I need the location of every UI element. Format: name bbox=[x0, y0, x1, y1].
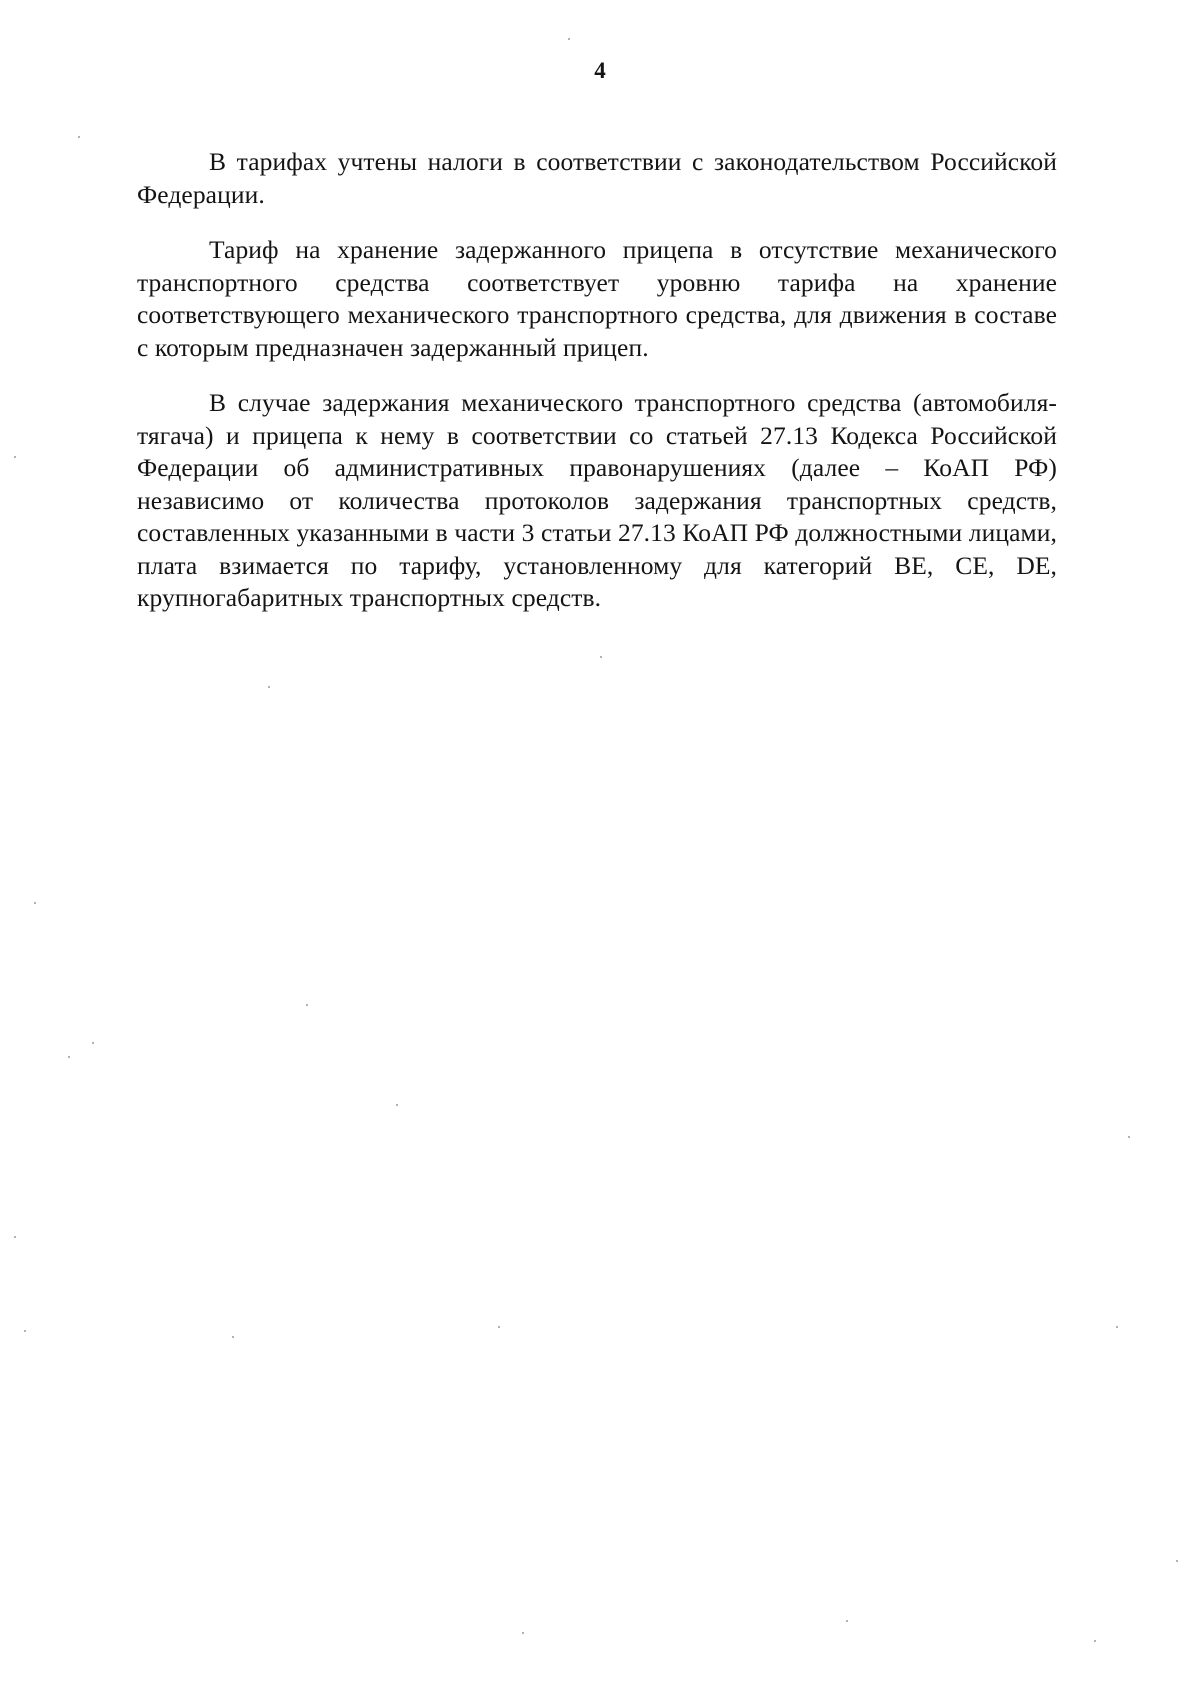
page-number: 4 bbox=[594, 58, 606, 83]
paragraph-tractor-detention: В случае задержания механического транспортного средства (автомобиля-тягача) и прицепа к нему в соответствии со статьей 27.13 Кодекса Российской Федерации об административных правонарушениях (далее – КоАП РФ) независимо от количества протоколов задержания транспортных средств, составленных указанными в части 3 статьи 27.13 КоАП РФ должностными лицами, плата взимается по тарифу, установленному для категорий BE, CE, DE, крупногабаритных транспортных средств. bbox=[137, 388, 1057, 612]
document-body bbox=[137, 146, 1057, 638]
paragraph-taxes: В тарифах учтены налоги в соответствии с законодательством Российской Федерации. bbox=[137, 147, 1057, 209]
paragraph-trailer-tariff: Тариф на хранение задержанного прицепа в отсутствие механического транспортного средства соответствует уровню тарифа на хранение соответствующего механического транспортного средства, для движения в составе с которым предназначен задержанный прицеп. bbox=[137, 235, 1057, 362]
